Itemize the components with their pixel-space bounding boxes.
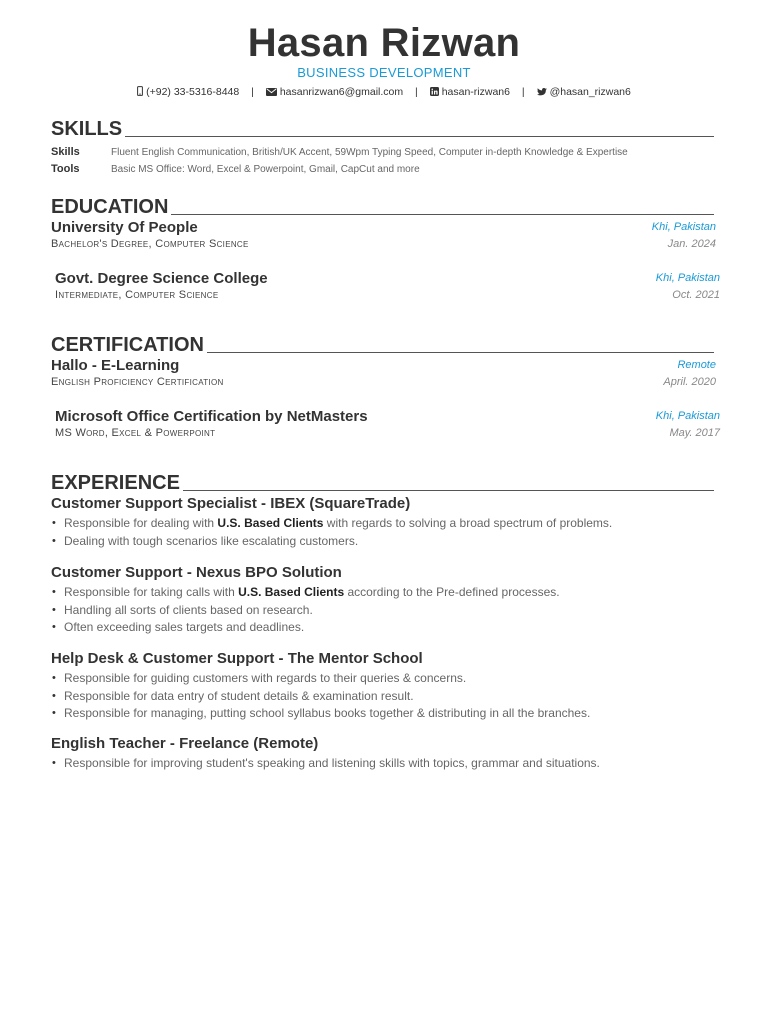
job-duty-item: • Responsible for improving student's speaking and listening skills with topics, grammar and situations. [51, 755, 731, 773]
job-duty-item: • Dealing with tough scenarios like escalating customers. [51, 533, 731, 551]
mobile-icon [137, 86, 143, 96]
contact-separator: | [251, 86, 254, 98]
section-title: EXPERIENCE [51, 472, 180, 494]
twitter-contact[interactable] [537, 86, 631, 98]
skill-row [51, 163, 731, 175]
job-duties [51, 515, 731, 550]
job-duty-item: • Responsible for managing, putting school syllabus books together & distributing in all the branches. [51, 705, 731, 723]
entry-location: Khi, Pakistan [651, 221, 716, 233]
section-divider [207, 352, 714, 353]
entry-date: Oct. 2021 [672, 289, 720, 301]
contact-bar [0, 86, 768, 98]
phone-text: (+92) 33-5316-8448 [146, 86, 240, 98]
job-duties [51, 755, 731, 773]
job-duty-item: • Responsible for data entry of student details & examination result. [51, 688, 731, 706]
section-divider [125, 136, 714, 137]
phone-contact[interactable] [137, 86, 242, 98]
skill-label: Skills [51, 146, 80, 158]
job-title: Help Desk & Customer Support - The Mentor School [51, 650, 423, 667]
job-duty-item: • Responsible for taking calls with U.S. Based Clients according to the Pre-defined processes. [51, 584, 731, 602]
entry-subtitle: Intermediate, Computer Science [55, 289, 219, 301]
candidate-name: Hasan Rizwan [247, 21, 521, 65]
experience-entry [51, 564, 731, 637]
job-duty-item: • Responsible for dealing with U.S. Based Clients with regards to solving a broad spectrum of problems. [51, 515, 731, 533]
section-education [51, 192, 714, 218]
entry-title: Hallo - E-Learning [51, 357, 180, 374]
contact-separator: | [415, 86, 418, 98]
candidate-position: BUSINESS DEVELOPMENT [297, 65, 471, 80]
entry-subtitle: English Proficiency Certification [51, 376, 224, 388]
section-divider [171, 214, 714, 215]
job-duties [51, 584, 731, 637]
twitter-text: @hasan_rizwan6 [549, 86, 631, 98]
experience-entry [51, 495, 731, 550]
section-skills [51, 114, 714, 140]
email-text: hasanrizwan6@gmail.com [279, 86, 404, 98]
skill-value: Fluent English Communication, British/UK Accent, 59Wpm Typing Speed, Computer in-depth Knowledge & Expertise [111, 147, 628, 158]
contact-separator: | [521, 86, 525, 98]
entry-title: Govt. Degree Science College [55, 270, 268, 287]
email-contact[interactable] [266, 86, 406, 98]
twitter-icon [537, 88, 547, 96]
entry-location: Remote [677, 359, 716, 371]
entry-date: Jan. 2024 [667, 238, 716, 250]
job-title: Customer Support - Nexus BPO Solution [51, 564, 342, 581]
entry-title: University Of People [51, 219, 198, 236]
entry-title: Microsoft Office Certification by NetMasters [55, 408, 368, 425]
entry-location: Khi, Pakistan [655, 272, 720, 284]
certification-entry [51, 357, 716, 388]
job-duty-item: • Handling all sorts of clients based on research. [51, 602, 731, 620]
entry-date: May. 2017 [669, 427, 720, 439]
envelope-icon [266, 88, 277, 96]
education-entry [55, 270, 720, 301]
section-title: EDUCATION [51, 196, 169, 218]
section-certification [51, 330, 714, 356]
job-title: Customer Support Specialist - IBEX (SquareTrade) [51, 495, 411, 512]
section-title: SKILLS [51, 118, 123, 140]
job-duty-item: • Often exceeding sales targets and deadlines. [51, 619, 731, 637]
experience-entry [51, 650, 731, 723]
skill-value: Basic MS Office: Word, Excel & Powerpoint, Gmail, CapCut and more [111, 164, 420, 175]
linkedin-contact[interactable] [430, 86, 513, 98]
certification-entry [55, 408, 720, 439]
section-divider [183, 490, 714, 491]
job-duty-item: • Responsible for guiding customers with regards to their queries & concerns. [51, 670, 731, 688]
job-title: English Teacher - Freelance (Remote) [51, 735, 319, 752]
linkedin-icon [430, 87, 439, 96]
job-duties [51, 670, 731, 723]
entry-subtitle: Bachelor's Degree, Computer Science [51, 238, 249, 250]
section-experience [51, 468, 714, 494]
entry-subtitle: MS Word, Excel & Powerpoint [55, 427, 216, 439]
education-entry [51, 219, 716, 250]
linkedin-text: hasan-rizwan6 [441, 86, 510, 98]
skill-label: Tools [51, 163, 80, 175]
entry-date: April. 2020 [663, 376, 716, 388]
experience-entry [51, 735, 731, 773]
skill-row [51, 146, 731, 158]
entry-location: Khi, Pakistan [655, 410, 720, 422]
section-title: CERTIFICATION [51, 334, 204, 356]
